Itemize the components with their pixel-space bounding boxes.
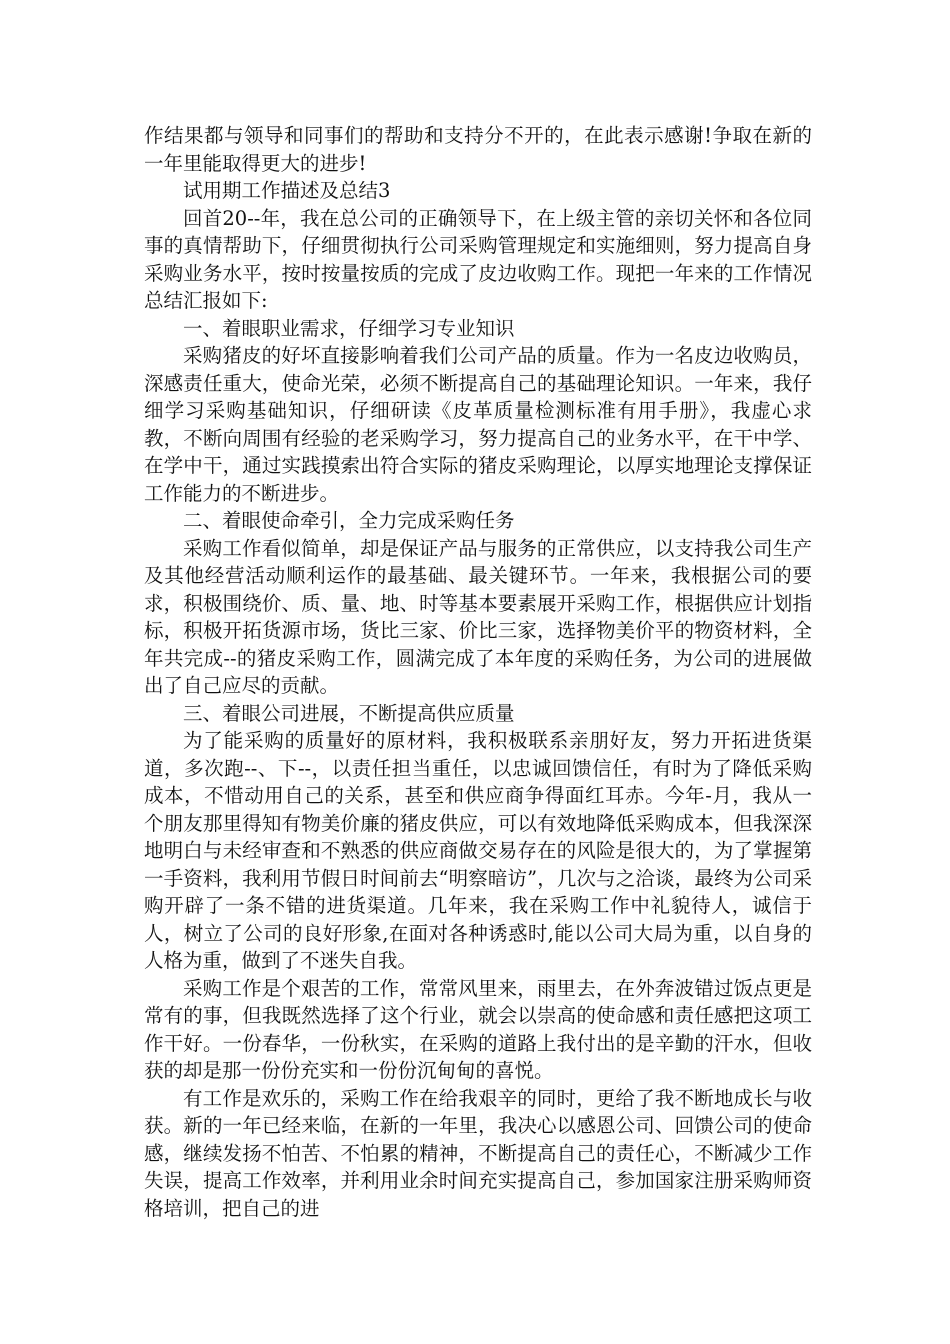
heading-three: 三、着眼公司进展，不断提高供应质量: [183, 701, 515, 725]
paragraph-continuation: 作结果都与领导和同事们的帮助和支持分不开的，在此表示感谢!争取在新的一年里能取得更大的进步!: [144, 124, 812, 175]
paragraph-one: 采购猪皮的好坏直接影响着我们公司产品的质量。作为一名皮边收购员，深感责任重大，使命光荣，必须不断提高自己的基础理论知识。一年来，我仔细学习采购基础知识，仔细研读《皮革质量检测标准有用手册》，我虚心求教，不断向周围有经验的老采购学习，努力提高自己的业务水平，在干中学、在学中干，通过实践摸索出符合实际的猪皮采购理论，以厚实地理论支撑保证工作能力的不断进步。: [144, 344, 812, 505]
section-title: 试用期工作描述及总结3: [183, 179, 391, 202]
paragraph-three: 为了能采购的质量好的原材料，我积极联系亲朋好友，努力开拓进货渠道，多次跑--、下--，以责任担当重任，以忠诚回馈信任，有时为了降低采购成本，不惜动用自己的关系，甚至和供应商争得面红耳赤。今年-月，我从一个朋友那里得知有物美价廉的猪皮供应，可以有效地降低采购成本，但我深深地明白与未经审查和不熟悉的供应商做交易存在的风险是很大的，为了掌握第一手资料，我利用节假日时间前去“明察暗访”，几次与之洽谈，最终为公司采购开辟了一条不错的进货渠道。几年来，我在采购工作中礼貌待人，诚信于人，树立了公司的良好形象,在面对各种诱惑时,能以公司大局为重，以自身的人格为重，做到了不迷失自我。: [144, 729, 812, 972]
paragraph-four: 采购工作是个艰苦的工作，常常风里来，雨里去，在外奔波错过饭点更是常有的事，但我既然选择了这个行业，就会以崇高的使命感和责任感把这项工作干好。一份春华，一份秋实，在采购的道路上我付出的是辛勤的汗水，但收获的却是那一份份充实和一份份沉甸甸的喜悦。: [144, 976, 812, 1082]
paragraph-intro: 回首20--年，我在总公司的正确领导下，在上级主管的亲切关怀和各位同事的真情帮助下，仔细贯彻执行公司采购管理规定和实施细则，努力提高自身采购业务水平，按时按量按质的完成了皮边收购工作。现把一年来的工作情况总结汇报如下:: [144, 206, 812, 312]
paragraph-two: 采购工作看似简单，却是保证产品与服务的正常供应，以支持我公司生产及其他经营活动顺利运作的最基础、最关键环节。一年来，我根据公司的要求，积极围绕价、质、量、地、时等基本要素展开采购工作，根据供应计划指标，积极开拓货源市场，货比三家、价比三家，选择物美价平的物资材料，全年共完成--的猪皮采购工作，圆满完成了本年度的采购任务，为公司的进展做出了自己应尽的贡献。: [144, 536, 812, 697]
document-body: [144, 122, 812, 1222]
heading-two: 二、着眼使命牵引，全力完成采购任务: [183, 509, 515, 532]
paragraph-five: 有工作是欢乐的，采购工作在给我艰辛的同时，更给了我不断地成长与收获。新的一年已经来临，在新的一年里，我决心以感恩公司、回馈公司的使命感，继续发扬不怕苦、不怕累的精神，不断提高自己的责任心，不断减少工作失误，提高工作效率，并利用业余时间充实提高自己，参加国家注册采购师资格培训，把自己的进: [144, 1086, 812, 1220]
heading-one: 一、着眼职业需求，仔细学习专业知识: [183, 316, 515, 340]
